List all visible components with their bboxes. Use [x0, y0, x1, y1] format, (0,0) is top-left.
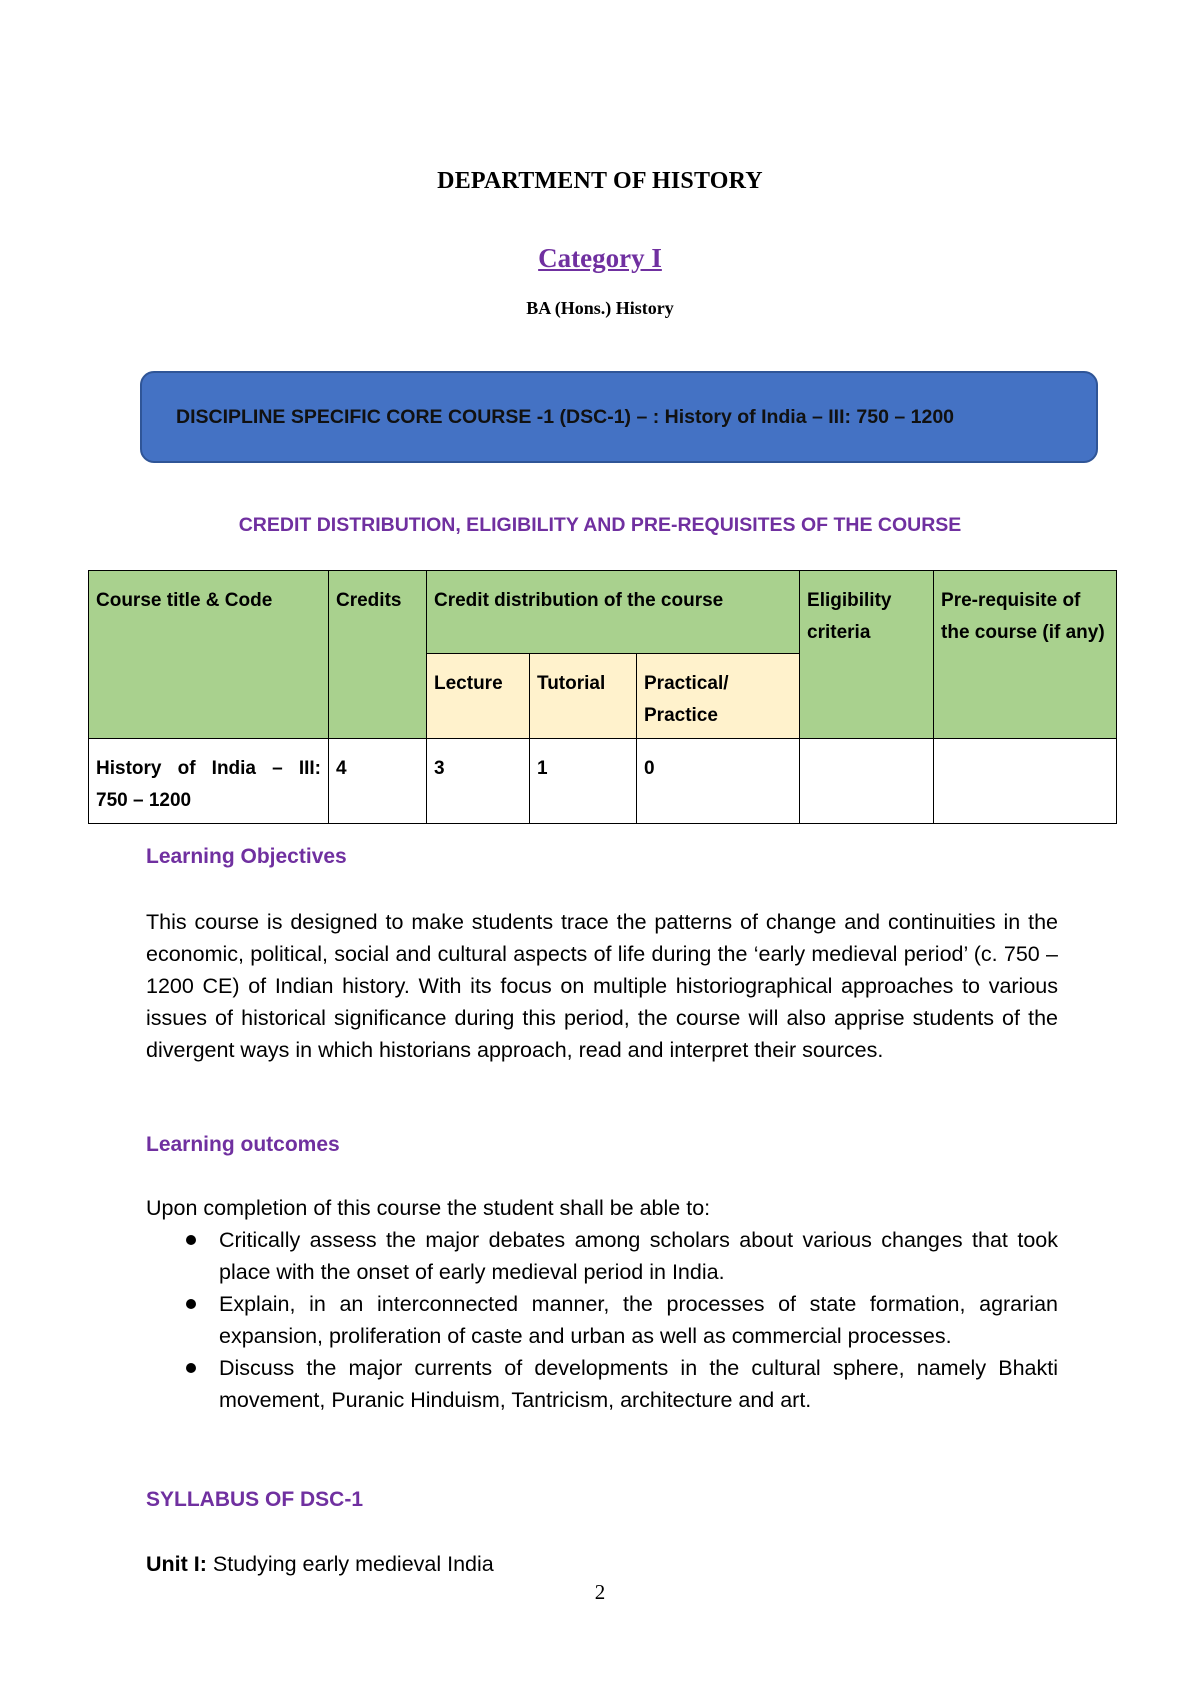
course-banner	[140, 371, 1098, 463]
header-credits: Credits	[329, 571, 427, 739]
learning-objectives-heading: Learning Objectives	[146, 845, 347, 868]
category-heading: Category I	[538, 243, 662, 273]
learning-outcomes-heading: Learning outcomes	[146, 1133, 340, 1156]
header-lecture: Lecture	[427, 654, 530, 739]
list-item	[146, 1224, 1058, 1288]
cell-credits: 4	[329, 739, 427, 824]
header-tutorial: Tutorial	[530, 654, 637, 739]
cell-course-title	[89, 739, 329, 824]
header-credit-distribution: Credit distribution of the course	[427, 571, 800, 654]
department-title: DEPARTMENT OF HISTORY	[437, 168, 763, 194]
learning-outcomes-list	[146, 1224, 1058, 1416]
credit-section-heading: CREDIT DISTRIBUTION, ELIGIBILITY AND PRE-REQUISITES OF THE COURSE	[238, 514, 962, 536]
learning-outcomes-intro: Upon completion of this course the student shall be able to:	[146, 1196, 711, 1220]
list-item-text: Discuss the major currents of developments in the cultural sphere, namely Bhakti movement, Puranic Hinduism, Tantricism, architecture and art.	[219, 1356, 1058, 1412]
syllabus-heading: SYLLABUS OF DSC-1	[146, 1488, 364, 1511]
header-course-title: Course title & Code	[89, 571, 329, 739]
bullet-icon	[186, 1299, 196, 1309]
list-item	[146, 1352, 1058, 1416]
header-practical: Practical/ Practice	[637, 654, 800, 739]
table-row	[89, 739, 1117, 824]
program-name: BA (Hons.) History	[526, 298, 674, 318]
page-number: 2	[594, 1580, 606, 1604]
cell-course-title-line1: History of India – III:	[96, 758, 321, 779]
header-eligibility: Eligibility criteria	[800, 571, 934, 739]
bullet-icon	[186, 1363, 196, 1373]
cell-tutorial: 1	[530, 739, 637, 824]
list-item	[146, 1288, 1058, 1352]
cell-eligibility	[800, 739, 934, 824]
unit-line	[146, 1548, 1058, 1580]
list-item-text: Explain, in an interconnected manner, the processes of state formation, agrarian expansion, proliferation of caste and urban as well as commercial processes.	[219, 1292, 1058, 1348]
course-banner-text: DISCIPLINE SPECIFIC CORE COURSE -1 (DSC-1) – : History of India – III: 750 – 1200	[176, 405, 955, 428]
cell-lecture: 3	[427, 739, 530, 824]
unit-label: Unit I:	[146, 1552, 207, 1576]
learning-objectives-text: This course is designed to make students trace the patterns of change and continuities in the economic, political, social and cultural aspects of life during the ‘early medieval period’ (c. 750 – 1200 CE) of Indian history. With its focus on multiple historiographical approaches to various issues of historical significance during this period, the course will also apprise students of the divergent ways in which historians approach, read and interpret their sources.	[146, 910, 1058, 1062]
cell-prerequisite	[934, 739, 1117, 824]
table-header-row	[89, 571, 1117, 654]
cell-practical: 0	[637, 739, 800, 824]
cell-course-title-line2: 750 – 1200	[96, 790, 192, 811]
header-prerequisite: Pre-requisite of the course (if any)	[934, 571, 1117, 739]
list-item-text: Critically assess the major debates among scholars about various changes that took place with the onset of early medieval period in India.	[219, 1228, 1058, 1284]
credit-distribution-table	[88, 570, 1117, 824]
bullet-icon	[186, 1235, 196, 1245]
unit-title: Studying early medieval India	[212, 1552, 494, 1576]
